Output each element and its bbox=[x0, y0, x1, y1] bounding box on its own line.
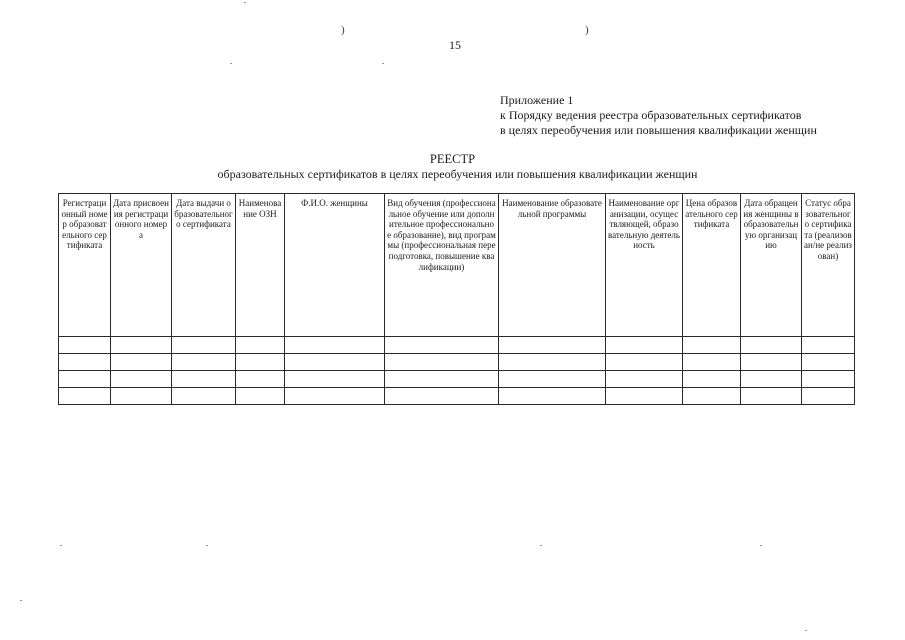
table-cell bbox=[111, 371, 172, 388]
table-cell bbox=[59, 371, 111, 388]
table-cell bbox=[606, 371, 683, 388]
header-row bbox=[59, 194, 855, 337]
table-cell bbox=[741, 337, 802, 354]
table-cell bbox=[741, 371, 802, 388]
table-cell bbox=[499, 388, 606, 405]
table-cell bbox=[172, 388, 236, 405]
scan-speck bbox=[805, 630, 807, 631]
header-program-name: Наименование образовательной программы bbox=[499, 194, 606, 337]
appendix-note bbox=[500, 93, 817, 138]
table-cell bbox=[236, 388, 285, 405]
registry-table bbox=[58, 193, 855, 405]
header-registration-number: Регистрационный номер образовательного сертификата bbox=[59, 194, 111, 337]
appendix-line-1: Приложение 1 bbox=[500, 93, 574, 107]
scan-speck bbox=[760, 545, 762, 546]
document-subtitle: образовательных сертификатов в целях переобучения или повышения квалификации женщин bbox=[217, 167, 698, 181]
scan-speck bbox=[60, 545, 62, 546]
table-cell bbox=[236, 354, 285, 371]
table-cell bbox=[741, 354, 802, 371]
table-cell bbox=[499, 371, 606, 388]
table-row bbox=[59, 371, 855, 388]
table-cell bbox=[802, 388, 855, 405]
header-issue-date: Дата выдачи образовательного сертификата bbox=[172, 194, 236, 337]
header-training-type: Вид обучения (профессиональное обучение или дополнительное профессиональное образование), вид программы (профессиональная переподготовка, повышение квалификации) bbox=[385, 194, 499, 337]
table-cell bbox=[285, 354, 385, 371]
table-cell bbox=[385, 337, 499, 354]
table-cell bbox=[172, 354, 236, 371]
table-cell bbox=[802, 337, 855, 354]
table-cell bbox=[741, 388, 802, 405]
scan-speck bbox=[230, 63, 232, 64]
table-cell bbox=[606, 388, 683, 405]
table-cell bbox=[59, 354, 111, 371]
table-cell bbox=[385, 354, 499, 371]
scan-speck bbox=[540, 545, 542, 546]
table-cell bbox=[683, 337, 741, 354]
header-woman-name: Ф.И.О. женщины bbox=[285, 194, 385, 337]
margin-mark-left: ) bbox=[341, 24, 345, 36]
table-cell bbox=[606, 337, 683, 354]
table-cell bbox=[683, 371, 741, 388]
header-certificate-status: Статус образовательного сертификата (реализован/не реализован) bbox=[802, 194, 855, 337]
scan-speck bbox=[206, 545, 208, 546]
header-certificate-price: Цена образовательного сертификата bbox=[683, 194, 741, 337]
table-cell bbox=[285, 337, 385, 354]
table-row bbox=[59, 388, 855, 405]
table-cell bbox=[802, 371, 855, 388]
table-cell bbox=[111, 354, 172, 371]
table-cell bbox=[606, 354, 683, 371]
header-ozn-name: Наименование ОЗН bbox=[236, 194, 285, 337]
table-cell bbox=[802, 354, 855, 371]
table-cell bbox=[499, 337, 606, 354]
table-cell bbox=[285, 388, 385, 405]
margin-mark-right: ) bbox=[585, 24, 589, 36]
table-cell bbox=[683, 388, 741, 405]
appendix-line-3: в целях переобучения или повышения квалификации женщин bbox=[500, 123, 817, 137]
table-cell bbox=[59, 388, 111, 405]
header-application-date: Дата обращения женщины в образовательную организацию bbox=[741, 194, 802, 337]
table-cell bbox=[683, 354, 741, 371]
table-cell bbox=[111, 337, 172, 354]
header-assignment-date: Дата присвоения регистрационного номера bbox=[111, 194, 172, 337]
table-cell bbox=[111, 388, 172, 405]
table-cell bbox=[385, 388, 499, 405]
document-title: РЕЕСТР bbox=[429, 152, 476, 166]
scan-speck bbox=[20, 600, 22, 601]
table-cell bbox=[59, 337, 111, 354]
table-row bbox=[59, 337, 855, 354]
table-cell bbox=[236, 337, 285, 354]
table-cell bbox=[172, 371, 236, 388]
table-row bbox=[59, 354, 855, 371]
table-cell bbox=[499, 354, 606, 371]
header-organization-name: Наименование организации, осуществляющей, образовательную деятельность bbox=[606, 194, 683, 337]
table-cell bbox=[285, 371, 385, 388]
appendix-line-2: к Порядку ведения реестра образовательных сертификатов bbox=[500, 108, 802, 122]
scan-speck bbox=[244, 2, 246, 3]
table-body bbox=[59, 337, 855, 405]
scan-speck bbox=[382, 63, 384, 64]
table-cell bbox=[236, 371, 285, 388]
page-number: 15 bbox=[449, 38, 461, 52]
table-cell bbox=[385, 371, 499, 388]
table-cell bbox=[172, 337, 236, 354]
